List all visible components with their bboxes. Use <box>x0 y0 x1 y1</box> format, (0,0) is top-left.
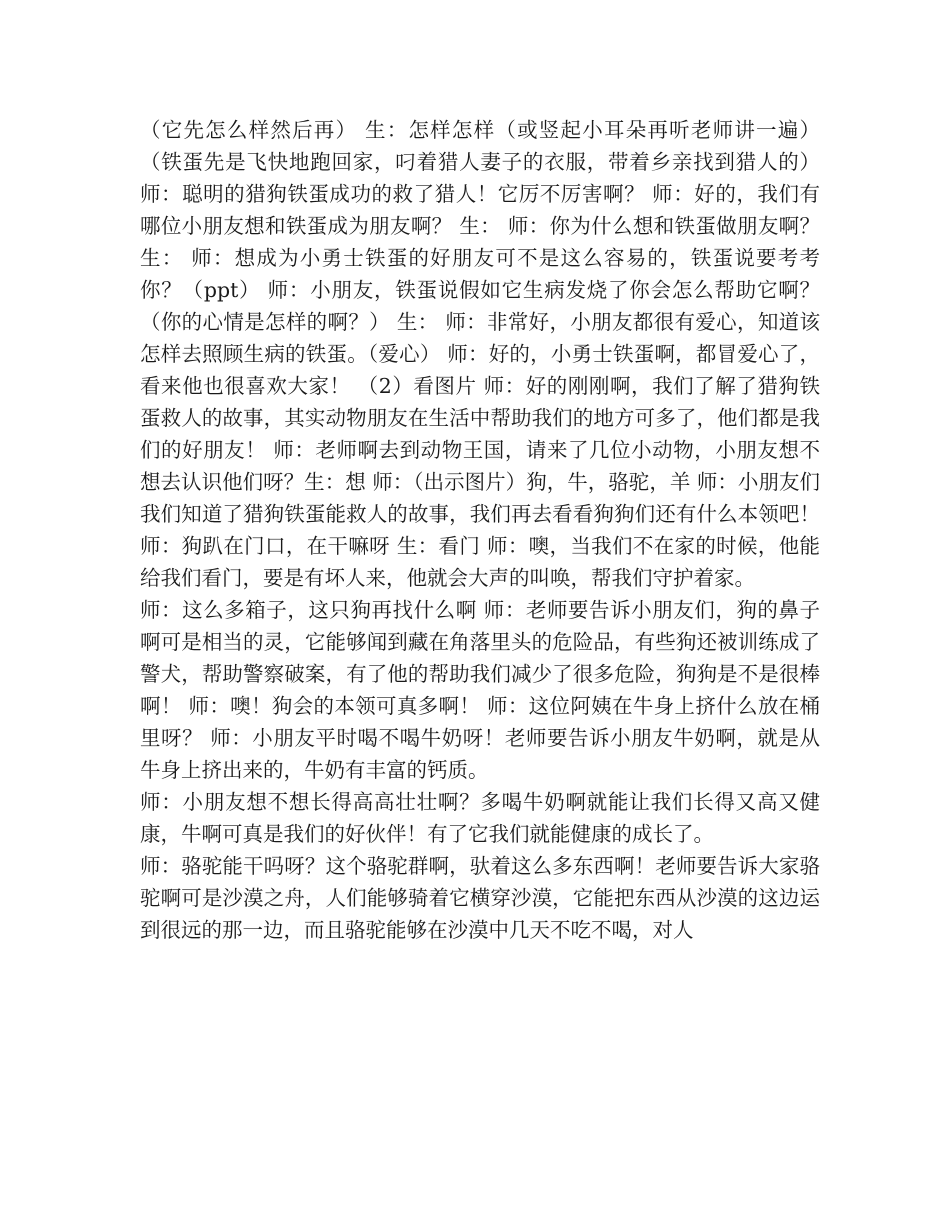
paragraph-1: （它先怎么样然后再） 生：怎样怎样（或竖起小耳朵再听老师讲一遍） （铁蛋先是飞快地跑回家，叼着猎人妻子的衣服，带着乡亲找到猎人的） 师：聪明的猎狗铁蛋成功的救了猎人！它厉不厉害啊？ 师：好的，我们有哪位小朋友想和铁蛋成为朋友啊？ 生： 师：你为什么想和铁蛋做朋友啊？ 生： 师：想成为小勇士铁蛋的好朋友可不是这么容易的，铁蛋说要考考你？（ppt） 师：小朋友，铁蛋说假如它生病发烧了你会怎么帮助它啊？（你的心情是怎样的啊？） 生： 师：非常好，小朋友都很有爱心，知道该怎样去照顾生病的铁蛋。（爱心） 师：好的，小勇士铁蛋啊，都冒爱心了，看来他也很喜欢大家！ （2）看图片 师：好的刚刚啊，我们了解了猎狗铁蛋救人的故事，其实动物朋友在生活中帮助我们的地方可多了，他们都是我们的好朋友！ 师：老师啊去到动物王国，请来了几位小动物，小朋友想不想去认识他们呀？生：想 师：（出示图片）狗，牛，骆驼，羊 师：小朋友们我们知道了猎狗铁蛋能救人的故事，我们再去看看狗狗们还有什么本领吧！ 师：狗趴在门口，在干嘛呀 生：看门 师：噢，当我们不在家的时候，他能给我们看门，要是有坏人来，他就会大声的叫唤，帮我们守护着家。 <box>140 118 820 590</box>
paragraph-3: 师：小朋友想不想长得高高壮壮啊？多喝牛奶啊就能让我们长得又高又健康，牛啊可真是我们的好伙伴！有了它我们就能健康的成长了。 <box>140 790 820 846</box>
paragraph-4: 师：骆驼能干吗呀？这个骆驼群啊，驮着这么多东西啊！老师要告诉大家骆驼啊可是沙漠之舟，人们能够骑着它横穿沙漠，它能把东西从沙漠的这边运到很远的那一边，而且骆驼能够在沙漠中几天不吃不喝，对人 <box>140 854 820 942</box>
body-text <box>140 114 820 946</box>
paragraph-2: 师：这么多箱子，这只狗再找什么啊 师：老师要告诉小朋友们，狗的鼻子啊可是相当的灵，它能够闻到藏在角落里头的危险品，有些狗还被训练成了警犬，帮助警察破案，有了他的帮助我们减少了很多危险，狗狗是不是很棒啊！ 师：噢！狗会的本领可真多啊！ 师：这位阿姨在牛身上挤什么放在桶里呀？ 师：小朋友平时喝不喝牛奶呀！老师要告诉小朋友牛奶啊，就是从牛身上挤出来的，牛奶有丰富的钙质。 <box>140 598 820 782</box>
